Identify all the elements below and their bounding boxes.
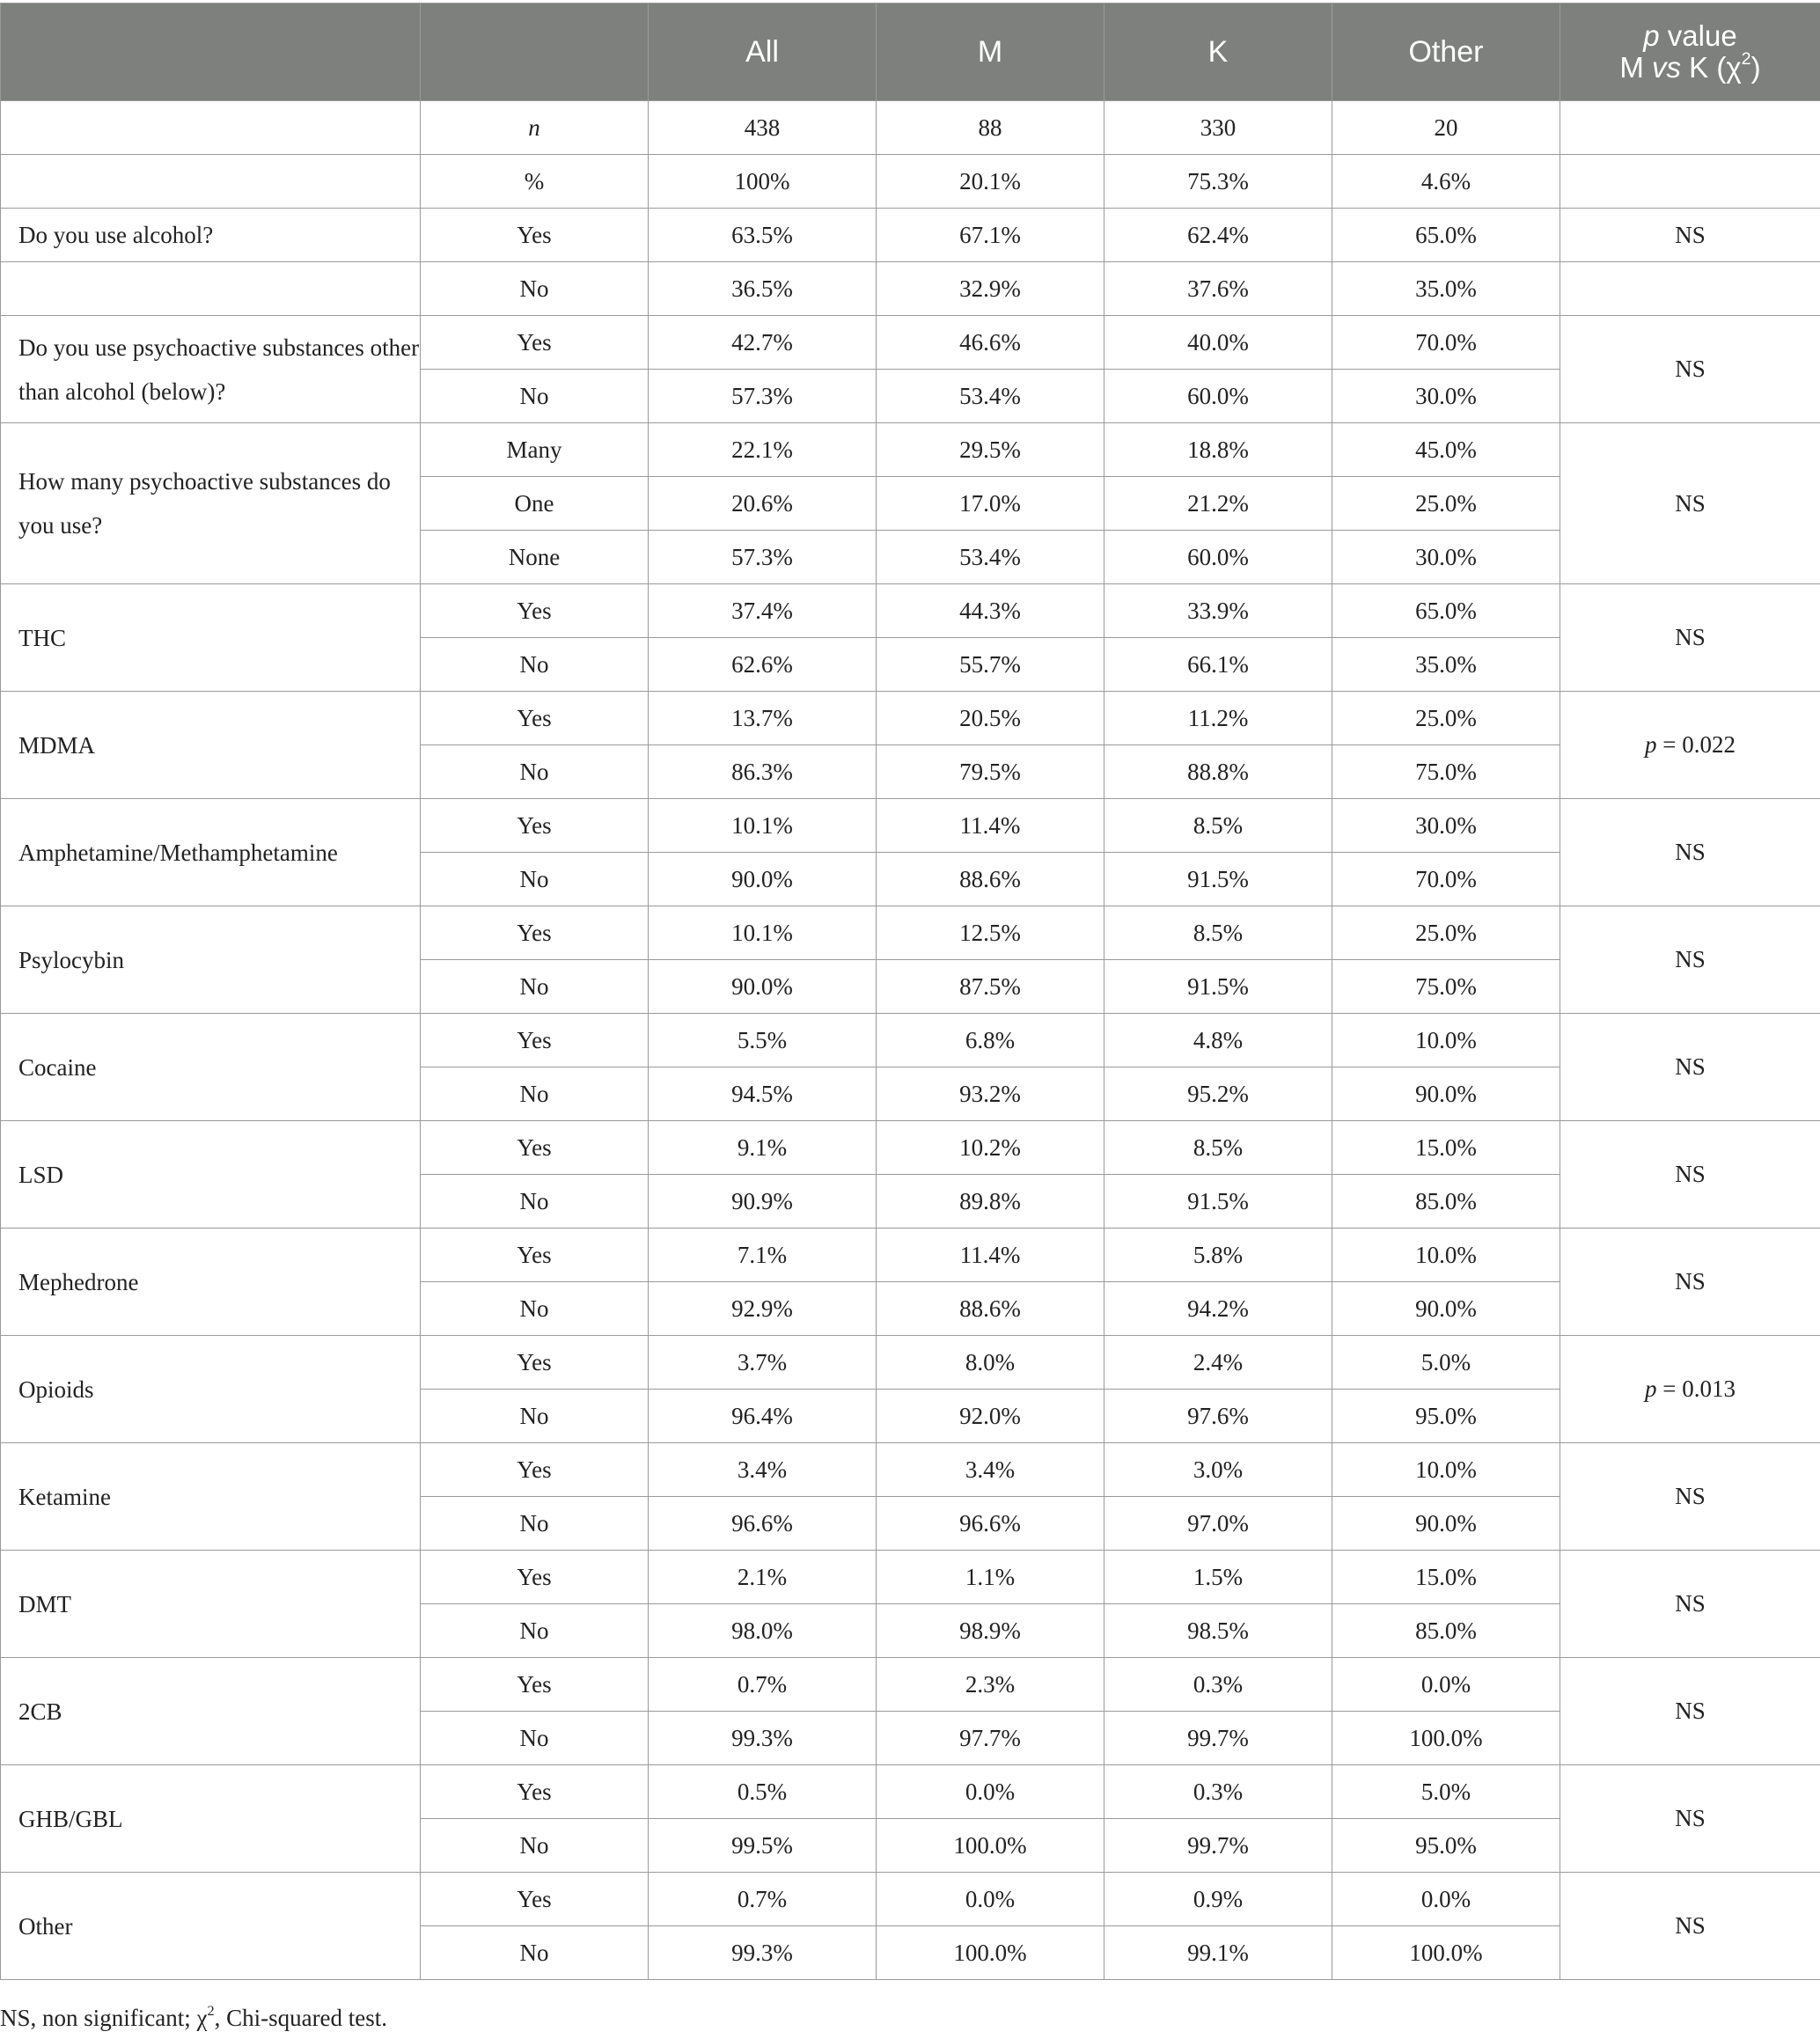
cell-m: 1.1% bbox=[877, 1551, 1104, 1604]
cell-other: 95.0% bbox=[1332, 1819, 1560, 1873]
cell-other: 90.0% bbox=[1332, 1282, 1560, 1336]
row-answer: No bbox=[421, 370, 649, 423]
cell-p-value: NS bbox=[1560, 1014, 1820, 1121]
cell-k: 60.0% bbox=[1104, 531, 1332, 584]
row-answer: Yes bbox=[421, 1551, 649, 1604]
cell-k: 62.4% bbox=[1104, 209, 1332, 262]
cell-k: 3.0% bbox=[1104, 1443, 1332, 1497]
cell-k: 97.0% bbox=[1104, 1497, 1332, 1551]
row-answer: No bbox=[421, 745, 649, 799]
row-answer: No bbox=[421, 1604, 649, 1658]
cell-other: 100.0% bbox=[1332, 1926, 1560, 1980]
cell-all: 98.0% bbox=[649, 1604, 877, 1658]
cell-p-value bbox=[1560, 262, 1820, 316]
cell-k: 75.3% bbox=[1104, 155, 1332, 209]
cell-p-value bbox=[1560, 101, 1820, 155]
cell-k: 2.4% bbox=[1104, 1336, 1332, 1390]
row-question: Other bbox=[1, 1873, 421, 1980]
row-answer: Yes bbox=[421, 1873, 649, 1926]
cell-all: 0.7% bbox=[649, 1873, 877, 1926]
cell-all: 13.7% bbox=[649, 692, 877, 745]
row-answer: Yes bbox=[421, 799, 649, 853]
cell-k: 8.5% bbox=[1104, 1121, 1332, 1175]
row-answer: Yes bbox=[421, 1765, 649, 1819]
cell-other: 0.0% bbox=[1332, 1658, 1560, 1712]
cell-m: 29.5% bbox=[877, 423, 1104, 477]
row-question: LSD bbox=[1, 1121, 421, 1229]
cell-all: 438 bbox=[649, 101, 877, 155]
row-question bbox=[1, 101, 421, 155]
cell-m: 3.4% bbox=[877, 1443, 1104, 1497]
table-row bbox=[1, 1443, 1820, 1497]
cell-m: 11.4% bbox=[877, 799, 1104, 853]
cell-all: 20.6% bbox=[649, 477, 877, 531]
cell-k: 33.9% bbox=[1104, 584, 1332, 638]
header-k: K bbox=[1104, 4, 1332, 101]
header-all: All bbox=[649, 4, 877, 101]
cell-all: 96.6% bbox=[649, 1497, 877, 1551]
cell-k: 91.5% bbox=[1104, 1175, 1332, 1229]
row-answer: None bbox=[421, 531, 649, 584]
cell-k: 40.0% bbox=[1104, 316, 1332, 370]
cell-k: 11.2% bbox=[1104, 692, 1332, 745]
cell-all: 2.1% bbox=[649, 1551, 877, 1604]
table-row bbox=[1, 1336, 1820, 1390]
row-answer: Yes bbox=[421, 209, 649, 262]
footnote-text-1: NS, non significant; χ bbox=[0, 2005, 208, 2031]
cell-all: 9.1% bbox=[649, 1121, 877, 1175]
cell-k: 60.0% bbox=[1104, 370, 1332, 423]
row-question: GHB/GBL bbox=[1, 1765, 421, 1873]
header-other: Other bbox=[1332, 4, 1560, 101]
row-question: Do you use alcohol? bbox=[1, 209, 421, 262]
table-row bbox=[1, 1229, 1820, 1282]
row-answer: No bbox=[421, 1819, 649, 1873]
row-answer: No bbox=[421, 853, 649, 906]
row-question: How many psychoactive substances do you use? bbox=[1, 423, 421, 584]
row-question: Ketamine bbox=[1, 1443, 421, 1551]
cell-all: 42.7% bbox=[649, 316, 877, 370]
table-row bbox=[1, 1014, 1820, 1067]
cell-p-value bbox=[1560, 155, 1820, 209]
cell-other: 35.0% bbox=[1332, 638, 1560, 692]
cell-p-value: NS bbox=[1560, 906, 1820, 1014]
row-question: Opioids bbox=[1, 1336, 421, 1443]
p-number: = 0.022 bbox=[1656, 731, 1736, 758]
cell-all: 99.3% bbox=[649, 1926, 877, 1980]
cell-k: 91.5% bbox=[1104, 960, 1332, 1014]
row-question: THC bbox=[1, 584, 421, 692]
row-answer: No bbox=[421, 1175, 649, 1229]
cell-m: 20.1% bbox=[877, 155, 1104, 209]
table-row bbox=[1, 906, 1820, 960]
row-answer: No bbox=[421, 262, 649, 316]
table-row bbox=[1, 1873, 1820, 1926]
cell-other: 0.0% bbox=[1332, 1873, 1560, 1926]
row-answer: No bbox=[421, 1712, 649, 1765]
row-answer: n bbox=[421, 101, 649, 155]
cell-p-value: NS bbox=[1560, 1551, 1820, 1658]
cell-k: 95.2% bbox=[1104, 1067, 1332, 1121]
cell-m: 97.7% bbox=[877, 1712, 1104, 1765]
header-p-italic: p bbox=[1643, 19, 1660, 52]
cell-m: 8.0% bbox=[877, 1336, 1104, 1390]
cell-k: 99.7% bbox=[1104, 1819, 1332, 1873]
cell-other: 70.0% bbox=[1332, 853, 1560, 906]
cell-all: 57.3% bbox=[649, 531, 877, 584]
cell-all: 22.1% bbox=[649, 423, 877, 477]
header-p-sup: 2 bbox=[1741, 49, 1751, 70]
p-italic: p bbox=[1645, 1375, 1657, 1402]
cell-m: 0.0% bbox=[877, 1873, 1104, 1926]
cell-other: 5.0% bbox=[1332, 1336, 1560, 1390]
cell-m: 17.0% bbox=[877, 477, 1104, 531]
cell-all: 90.0% bbox=[649, 960, 877, 1014]
row-answer: Yes bbox=[421, 1336, 649, 1390]
cell-m: 6.8% bbox=[877, 1014, 1104, 1067]
cell-all: 94.5% bbox=[649, 1067, 877, 1121]
cell-all: 63.5% bbox=[649, 209, 877, 262]
header-p-close: ) bbox=[1750, 51, 1761, 84]
header-question bbox=[1, 4, 421, 101]
cell-other: 90.0% bbox=[1332, 1067, 1560, 1121]
cell-all: 7.1% bbox=[649, 1229, 877, 1282]
cell-m: 11.4% bbox=[877, 1229, 1104, 1282]
cell-k: 99.7% bbox=[1104, 1712, 1332, 1765]
row-answer: Yes bbox=[421, 584, 649, 638]
table-row bbox=[1, 423, 1820, 477]
cell-other: 10.0% bbox=[1332, 1443, 1560, 1497]
cell-other: 65.0% bbox=[1332, 584, 1560, 638]
cell-other: 45.0% bbox=[1332, 423, 1560, 477]
cell-k: 99.1% bbox=[1104, 1926, 1332, 1980]
cell-all: 37.4% bbox=[649, 584, 877, 638]
cell-m: 20.5% bbox=[877, 692, 1104, 745]
row-answer: Yes bbox=[421, 1229, 649, 1282]
cell-p-value: NS bbox=[1560, 316, 1820, 423]
cell-all: 92.9% bbox=[649, 1282, 877, 1336]
row-answer: Yes bbox=[421, 1014, 649, 1067]
cell-m: 93.2% bbox=[877, 1067, 1104, 1121]
cell-p-value: NS bbox=[1560, 423, 1820, 584]
cell-other: 95.0% bbox=[1332, 1390, 1560, 1443]
row-answer: Yes bbox=[421, 692, 649, 745]
cell-m: 88.6% bbox=[877, 853, 1104, 906]
cell-k: 97.6% bbox=[1104, 1390, 1332, 1443]
cell-all: 36.5% bbox=[649, 262, 877, 316]
cell-k: 94.2% bbox=[1104, 1282, 1332, 1336]
cell-p-value: NS bbox=[1560, 1121, 1820, 1229]
cell-other: 25.0% bbox=[1332, 906, 1560, 960]
cell-m: 55.7% bbox=[877, 638, 1104, 692]
cell-m: 53.4% bbox=[877, 531, 1104, 584]
cell-k: 66.1% bbox=[1104, 638, 1332, 692]
row-answer: Yes bbox=[421, 1443, 649, 1497]
cell-k: 5.8% bbox=[1104, 1229, 1332, 1282]
table-row bbox=[1, 1551, 1820, 1604]
cell-m: 89.8% bbox=[877, 1175, 1104, 1229]
cell-m: 100.0% bbox=[877, 1926, 1104, 1980]
cell-other: 15.0% bbox=[1332, 1121, 1560, 1175]
row-question: DMT bbox=[1, 1551, 421, 1658]
cell-other: 15.0% bbox=[1332, 1551, 1560, 1604]
cell-all: 5.5% bbox=[649, 1014, 877, 1067]
cell-m: 92.0% bbox=[877, 1390, 1104, 1443]
cell-all: 0.5% bbox=[649, 1765, 877, 1819]
cell-all: 10.1% bbox=[649, 906, 877, 960]
cell-other: 4.6% bbox=[1332, 155, 1560, 209]
row-answer: % bbox=[421, 155, 649, 209]
cell-all: 10.1% bbox=[649, 799, 877, 853]
cell-p-value bbox=[1560, 692, 1820, 799]
table-row bbox=[1, 1658, 1820, 1712]
cell-m: 46.6% bbox=[877, 316, 1104, 370]
row-question: Do you use psychoactive substances other than alcohol (below)? bbox=[1, 316, 421, 423]
footnote bbox=[0, 2002, 388, 2032]
header-p-value-text: value bbox=[1659, 19, 1737, 52]
cell-all: 0.7% bbox=[649, 1658, 877, 1712]
cell-all: 3.7% bbox=[649, 1336, 877, 1390]
cell-other: 85.0% bbox=[1332, 1604, 1560, 1658]
cell-k: 88.8% bbox=[1104, 745, 1332, 799]
cell-k: 0.3% bbox=[1104, 1658, 1332, 1712]
header-answer bbox=[421, 4, 649, 101]
cell-m: 10.2% bbox=[877, 1121, 1104, 1175]
table-row bbox=[1, 1765, 1820, 1819]
cell-m: 12.5% bbox=[877, 906, 1104, 960]
row-answer: No bbox=[421, 1497, 649, 1551]
cell-all: 100% bbox=[649, 155, 877, 209]
row-answer: No bbox=[421, 1282, 649, 1336]
cell-m: 32.9% bbox=[877, 262, 1104, 316]
footnote-text-2: , Chi-squared test. bbox=[214, 2005, 388, 2031]
cell-other: 25.0% bbox=[1332, 477, 1560, 531]
cell-p-value: NS bbox=[1560, 584, 1820, 692]
cell-m: 2.3% bbox=[877, 1658, 1104, 1712]
row-answer: No bbox=[421, 1390, 649, 1443]
cell-m: 0.0% bbox=[877, 1765, 1104, 1819]
row-question: Cocaine bbox=[1, 1014, 421, 1121]
row-question bbox=[1, 262, 421, 316]
header-m: M bbox=[877, 4, 1104, 101]
cell-m: 87.5% bbox=[877, 960, 1104, 1014]
cell-all: 86.3% bbox=[649, 745, 877, 799]
cell-other: 10.0% bbox=[1332, 1229, 1560, 1282]
cell-other: 10.0% bbox=[1332, 1014, 1560, 1067]
cell-k: 0.3% bbox=[1104, 1765, 1332, 1819]
table-row bbox=[1, 155, 1820, 209]
row-answer: Many bbox=[421, 423, 649, 477]
header-p-vs: vs bbox=[1651, 51, 1681, 84]
header-p-m: M bbox=[1619, 51, 1652, 84]
cell-all: 90.0% bbox=[649, 853, 877, 906]
cell-k: 1.5% bbox=[1104, 1551, 1332, 1604]
cell-all: 99.5% bbox=[649, 1819, 877, 1873]
cell-other: 75.0% bbox=[1332, 960, 1560, 1014]
cell-other: 85.0% bbox=[1332, 1175, 1560, 1229]
header-p-k-chi: K (χ bbox=[1680, 51, 1742, 84]
cell-m: 44.3% bbox=[877, 584, 1104, 638]
cell-m: 100.0% bbox=[877, 1819, 1104, 1873]
cell-p-value: NS bbox=[1560, 1873, 1820, 1980]
cell-p-value: NS bbox=[1560, 1229, 1820, 1336]
row-question: 2CB bbox=[1, 1658, 421, 1765]
row-question: MDMA bbox=[1, 692, 421, 799]
cell-other: 75.0% bbox=[1332, 745, 1560, 799]
cell-other: 70.0% bbox=[1332, 316, 1560, 370]
cell-m: 96.6% bbox=[877, 1497, 1104, 1551]
row-answer: One bbox=[421, 477, 649, 531]
table-body bbox=[1, 101, 1820, 1980]
table-row bbox=[1, 799, 1820, 853]
cell-m: 88 bbox=[877, 101, 1104, 155]
cell-k: 8.5% bbox=[1104, 906, 1332, 960]
row-answer: No bbox=[421, 1067, 649, 1121]
cell-all: 62.6% bbox=[649, 638, 877, 692]
cell-all: 57.3% bbox=[649, 370, 877, 423]
cell-k: 91.5% bbox=[1104, 853, 1332, 906]
table-row bbox=[1, 209, 1820, 262]
cell-other: 35.0% bbox=[1332, 262, 1560, 316]
row-answer: No bbox=[421, 1926, 649, 1980]
row-answer: No bbox=[421, 960, 649, 1014]
substance-use-table bbox=[0, 3, 1820, 1980]
cell-m: 79.5% bbox=[877, 745, 1104, 799]
row-question: Amphetamine/Methamphetamine bbox=[1, 799, 421, 906]
cell-other: 25.0% bbox=[1332, 692, 1560, 745]
header-row bbox=[1, 4, 1820, 101]
table-row bbox=[1, 316, 1820, 370]
cell-p-value: NS bbox=[1560, 1658, 1820, 1765]
cell-k: 37.6% bbox=[1104, 262, 1332, 316]
cell-other: 65.0% bbox=[1332, 209, 1560, 262]
cell-k: 0.9% bbox=[1104, 1873, 1332, 1926]
cell-all: 99.3% bbox=[649, 1712, 877, 1765]
row-answer: Yes bbox=[421, 316, 649, 370]
row-question bbox=[1, 155, 421, 209]
cell-m: 98.9% bbox=[877, 1604, 1104, 1658]
cell-k: 98.5% bbox=[1104, 1604, 1332, 1658]
table-row bbox=[1, 692, 1820, 745]
table-row bbox=[1, 262, 1820, 316]
cell-other: 20 bbox=[1332, 101, 1560, 155]
cell-k: 18.8% bbox=[1104, 423, 1332, 477]
row-answer: Yes bbox=[421, 906, 649, 960]
cell-other: 30.0% bbox=[1332, 799, 1560, 853]
footnote-sup: 2 bbox=[207, 2002, 215, 2019]
cell-other: 30.0% bbox=[1332, 531, 1560, 584]
cell-all: 3.4% bbox=[649, 1443, 877, 1497]
cell-other: 30.0% bbox=[1332, 370, 1560, 423]
cell-p-value: NS bbox=[1560, 209, 1820, 262]
row-question: Mephedrone bbox=[1, 1229, 421, 1336]
table-row bbox=[1, 1121, 1820, 1175]
cell-other: 100.0% bbox=[1332, 1712, 1560, 1765]
cell-k: 330 bbox=[1104, 101, 1332, 155]
table-row bbox=[1, 584, 1820, 638]
cell-other: 5.0% bbox=[1332, 1765, 1560, 1819]
cell-p-value: NS bbox=[1560, 1443, 1820, 1551]
cell-p-value: NS bbox=[1560, 1765, 1820, 1873]
cell-m: 88.6% bbox=[877, 1282, 1104, 1336]
table-row bbox=[1, 101, 1820, 155]
row-answer: Yes bbox=[421, 1121, 649, 1175]
cell-other: 90.0% bbox=[1332, 1497, 1560, 1551]
row-answer: No bbox=[421, 638, 649, 692]
cell-all: 90.9% bbox=[649, 1175, 877, 1229]
cell-p-value bbox=[1560, 1336, 1820, 1443]
cell-k: 21.2% bbox=[1104, 477, 1332, 531]
cell-p-value: NS bbox=[1560, 799, 1820, 906]
cell-m: 53.4% bbox=[877, 370, 1104, 423]
p-number: = 0.013 bbox=[1656, 1375, 1736, 1402]
cell-k: 4.8% bbox=[1104, 1014, 1332, 1067]
p-italic: p bbox=[1645, 731, 1657, 758]
header-p-value bbox=[1560, 4, 1820, 101]
row-answer: Yes bbox=[421, 1658, 649, 1712]
cell-all: 96.4% bbox=[649, 1390, 877, 1443]
cell-m: 67.1% bbox=[877, 209, 1104, 262]
row-question: Psylocybin bbox=[1, 906, 421, 1014]
cell-k: 8.5% bbox=[1104, 799, 1332, 853]
